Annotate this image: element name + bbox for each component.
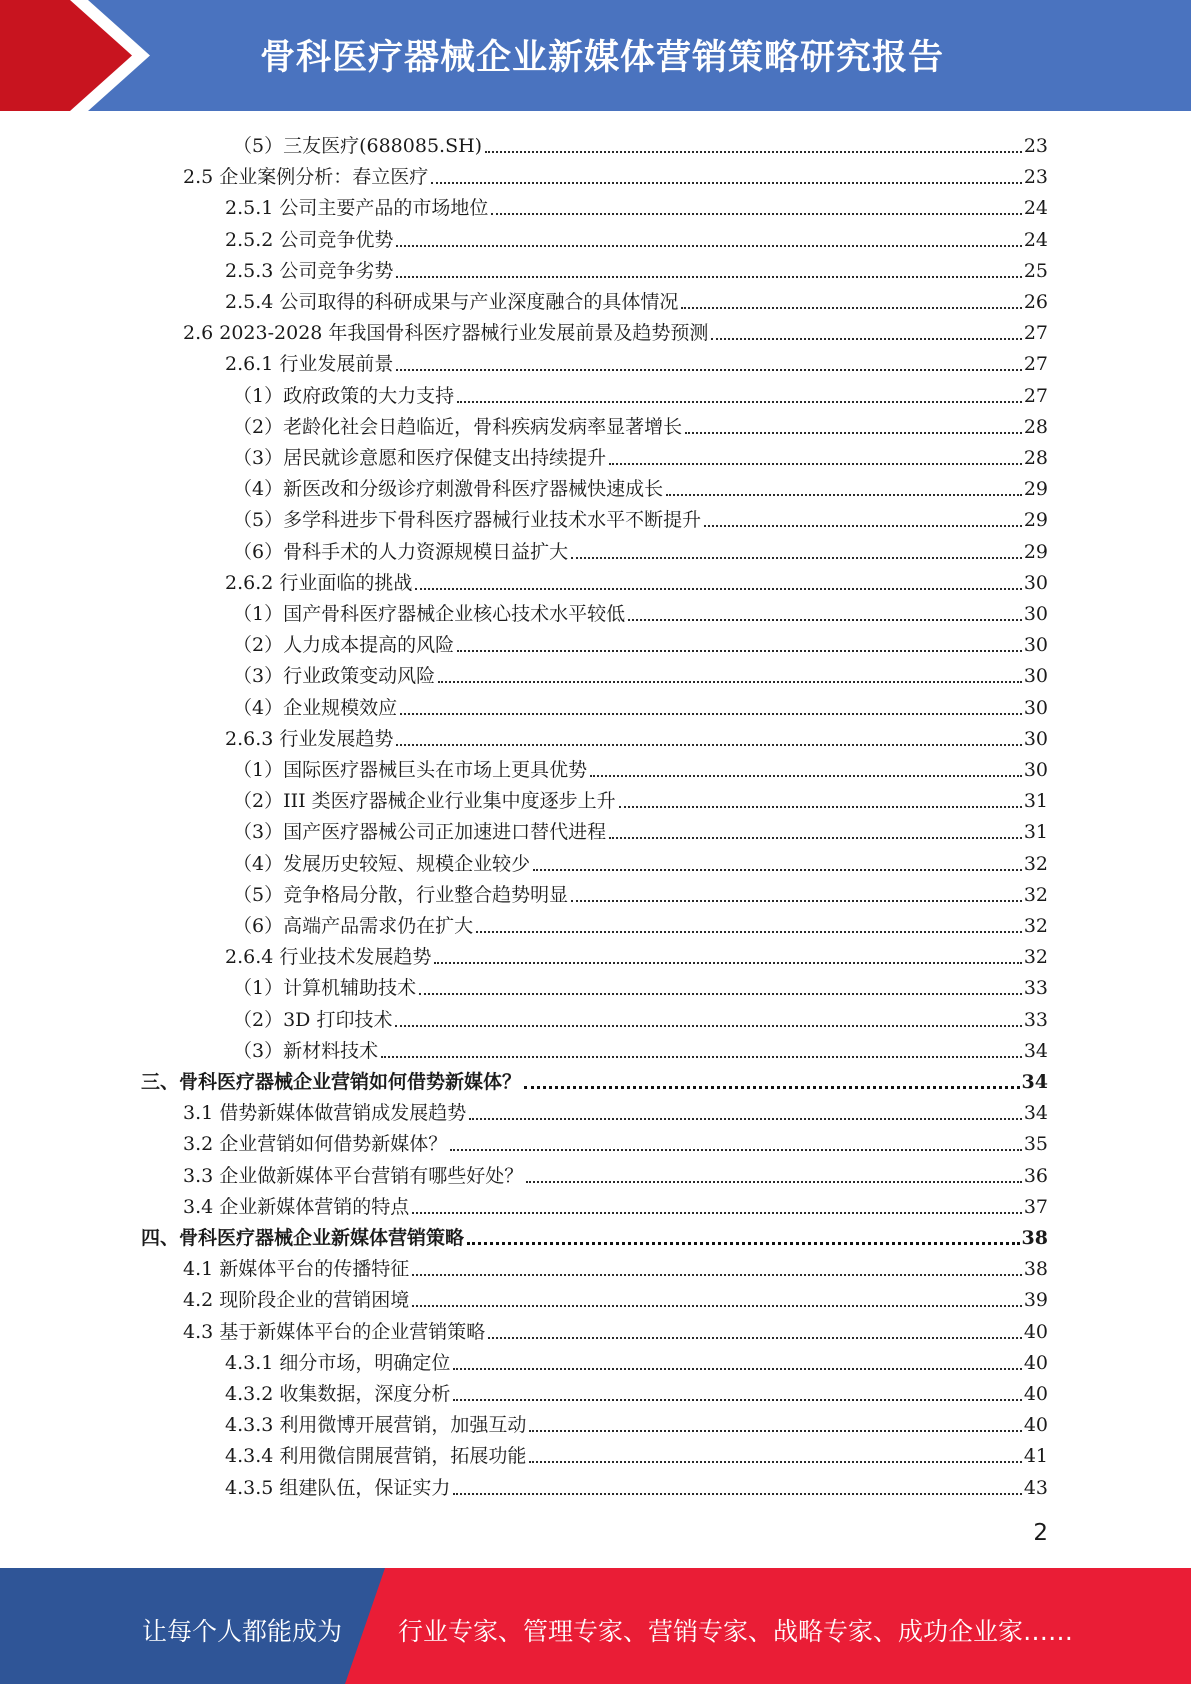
toc-entry[interactable] [225, 284, 1048, 315]
dot-leader [590, 769, 1022, 777]
toc-entry[interactable] [225, 1470, 1048, 1501]
dot-leader [438, 675, 1022, 683]
toc-entry[interactable] [233, 471, 1048, 502]
toc-entry-label: 2.5.4 公司取得的科研成果与产业深度融合的具体情况 [225, 291, 679, 313]
toc-entry[interactable] [233, 409, 1048, 440]
dot-leader [491, 207, 1021, 215]
toc-entry[interactable] [233, 128, 1048, 159]
toc-entry-page: 43 [1023, 1476, 1048, 1499]
toc-entry[interactable] [183, 1251, 1048, 1282]
dot-leader [469, 1112, 1022, 1120]
footer-slogan-right: 行业专家、管理专家、营销专家、战略专家、成功企业家…… [398, 1617, 1074, 1646]
toc-entry-label: （2）3D 打印技术 [233, 1008, 393, 1031]
dot-leader [431, 176, 1022, 184]
toc-entry[interactable] [233, 378, 1048, 409]
toc-entry[interactable] [233, 877, 1048, 908]
toc-entry[interactable] [233, 1002, 1048, 1033]
report-title: 骨科医疗器械企业新媒体营销策略研究报告 [260, 38, 945, 78]
toc-entry-page: 27 [1023, 384, 1048, 407]
toc-entry-label: （2）III 类医疗器械企业行业集中度逐步上升 [233, 790, 616, 813]
toc-entry-label: 2.5.3 公司竞争劣势 [225, 259, 394, 282]
toc-entry[interactable] [225, 346, 1048, 377]
toc-entry-page: 24 [1023, 197, 1048, 220]
toc-entry-page: 31 [1023, 790, 1048, 813]
toc-entry-label: 四、骨科医疗器械企业新媒体营销策略 [141, 1227, 465, 1249]
toc-entry-page: 32 [1023, 883, 1048, 906]
dot-leader [485, 145, 1022, 153]
toc-entry-label: （1）国际医疗器械巨头在市场上更具优势 [233, 759, 588, 781]
toc-entry-page: 33 [1023, 1008, 1048, 1031]
toc-entry[interactable] [225, 1407, 1048, 1438]
dot-leader [412, 1268, 1022, 1276]
dot-leader [457, 395, 1022, 403]
toc-entry[interactable] [233, 690, 1048, 721]
toc-entry-label: 4.3.3 利用微博开展营销，加强互动 [225, 1414, 527, 1437]
dot-leader [434, 956, 1021, 964]
footer-slogan-left: 让每个人都能成为 [142, 1617, 343, 1646]
toc-entry-label: 2.6.3 行业发展趋势 [225, 727, 394, 750]
toc-entry[interactable] [233, 970, 1048, 1001]
toc-entry-page: 30 [1023, 571, 1048, 594]
toc-entry[interactable] [233, 627, 1048, 658]
dot-leader [685, 426, 1022, 434]
toc-entry[interactable] [225, 721, 1048, 752]
toc-entry-page: 32 [1023, 852, 1048, 875]
toc-entry-page: 33 [1023, 977, 1048, 1000]
toc-entry-label: （3）居民就诊意愿和医疗保健支出持续提升 [233, 447, 607, 469]
dot-leader [526, 1175, 1022, 1183]
dot-leader [609, 831, 1022, 839]
toc-entry[interactable] [225, 253, 1048, 284]
dot-leader [419, 987, 1022, 995]
toc-entry-label: 4.1 新媒体平台的传播特征 [183, 1258, 410, 1281]
toc-entry[interactable] [225, 1345, 1048, 1376]
toc-entry-page: 32 [1023, 915, 1048, 937]
toc-entry-page: 41 [1023, 1445, 1048, 1468]
page-header [0, 0, 1191, 111]
toc-entry-page: 23 [1023, 166, 1048, 189]
toc-entry[interactable] [183, 1282, 1048, 1313]
toc-entry[interactable] [225, 190, 1048, 221]
toc-entry-label: 2.5 企业案例分析：春立医疗 [183, 166, 429, 189]
toc-entry[interactable] [233, 814, 1048, 845]
toc-entry[interactable] [183, 1126, 1048, 1157]
toc-entry[interactable] [183, 1189, 1048, 1220]
toc-entry-page: 30 [1023, 727, 1048, 750]
dot-leader [400, 707, 1022, 715]
toc-entry[interactable] [233, 783, 1048, 814]
toc-entry-label: （2）人力成本提高的风险 [233, 634, 455, 657]
dot-leader [704, 519, 1022, 527]
toc-entry[interactable] [183, 1314, 1048, 1345]
toc-entry-page: 40 [1023, 1320, 1048, 1343]
toc-entry-label: （5）三友医疗(688085.SH) [233, 135, 483, 157]
toc-entry-page: 40 [1023, 1351, 1048, 1374]
toc-entry-label: （3）行业政策变动风险 [233, 665, 436, 688]
toc-entry-label: （4）发展历史较短、规模企业较少 [233, 852, 531, 875]
toc-entry-page: 30 [1023, 634, 1048, 657]
toc-entry-page: 24 [1023, 228, 1048, 251]
toc-entry-page: 34 [1023, 1102, 1048, 1125]
toc-entry-page: 38 [1023, 1258, 1048, 1281]
toc-entry[interactable] [183, 159, 1048, 190]
dot-leader [529, 1455, 1021, 1463]
toc-entry-label: 3.4 企业新媒体营销的特点 [183, 1195, 410, 1218]
toc-entry-label: 2.6.4 行业技术发展趋势 [225, 946, 432, 969]
toc-entry-label: 4.3.1 细分市场，明确定位 [225, 1351, 451, 1374]
toc-entry-label: （1）政府政策的大力支持 [233, 384, 455, 407]
toc-entry[interactable] [233, 596, 1048, 627]
dot-leader [412, 1299, 1022, 1307]
dot-leader [571, 894, 1022, 902]
toc-entry-page: 30 [1023, 603, 1048, 625]
dot-leader [415, 582, 1021, 590]
toc-entry-label: 4.3.4 利用微信開展营销，拓展功能 [225, 1445, 527, 1468]
toc-entry-label: （1）计算机辅助技术 [233, 977, 417, 1000]
dot-leader [453, 1362, 1021, 1370]
dot-leader [488, 1331, 1022, 1339]
dot-leader [524, 1080, 1020, 1089]
toc-entry-label: 4.3.5 组建队伍，保证实力 [225, 1476, 451, 1499]
toc-entry[interactable] [141, 1220, 1048, 1251]
toc-entry[interactable] [233, 752, 1048, 783]
dot-leader [453, 1393, 1021, 1401]
toc-entry[interactable] [225, 1438, 1048, 1469]
page-number: 2 [1033, 1520, 1048, 1546]
toc-entry-label: （5）多学科进步下骨科医疗器械行业技术水平不断提升 [233, 509, 702, 532]
toc-entry[interactable] [183, 1095, 1048, 1126]
toc-entry-label: （1）国产骨科医疗器械企业核心技术水平较低 [233, 603, 626, 625]
toc-entry-page: 38 [1021, 1227, 1048, 1249]
toc-entry-page: 37 [1023, 1195, 1048, 1218]
toc-entry-label: （2）老龄化社会日趋临近，骨科疾病发病率显著增长 [233, 415, 683, 438]
toc-entry-label: 3.3 企业做新媒体平台营销有哪些好处？ [183, 1164, 524, 1187]
toc-entry-label: 4.3.2 收集数据，深度分析 [225, 1383, 451, 1405]
toc-entry-label: 3.2 企业营销如何借势新媒体？ [183, 1133, 448, 1156]
toc-entry-page: 30 [1023, 665, 1048, 688]
toc-entry[interactable] [225, 1376, 1048, 1407]
dot-leader [395, 1019, 1021, 1027]
toc-entry-page: 27 [1023, 353, 1048, 376]
toc-entry-label: （4）企业规模效应 [233, 696, 398, 719]
dot-leader [467, 1236, 1020, 1245]
toc-entry-page: 27 [1023, 322, 1048, 345]
dot-leader [529, 1424, 1021, 1432]
dot-leader [412, 1206, 1022, 1214]
toc-entry[interactable] [141, 1064, 1048, 1095]
dot-leader [396, 270, 1021, 278]
toc-entry[interactable] [183, 315, 1048, 346]
toc-entry-page: 40 [1023, 1414, 1048, 1437]
toc-entry-label: 三、骨科医疗器械企业营销如何借势新媒体？ [141, 1071, 522, 1093]
toc-entry-page: 34 [1023, 1039, 1048, 1062]
toc-entry-label: 3.1 借势新媒体做营销成发展趋势 [183, 1102, 467, 1125]
dot-leader [681, 301, 1021, 309]
toc-entry-page: 36 [1023, 1164, 1048, 1187]
toc-entry-page: 32 [1023, 946, 1048, 969]
toc-entry-page: 30 [1023, 759, 1048, 781]
toc-entry[interactable] [233, 658, 1048, 689]
toc-entry-label: 2.6.1 行业发展前景 [225, 353, 394, 376]
toc-entry-page: 28 [1023, 447, 1048, 469]
toc-entry[interactable] [233, 846, 1048, 877]
toc-entry[interactable] [225, 222, 1048, 253]
dot-leader [666, 488, 1022, 496]
toc-entry-page: 35 [1023, 1133, 1048, 1156]
toc-entry-label: （3）新材料技术 [233, 1039, 379, 1062]
toc-entry-label: （4）新医改和分级诊疗刺激骨科医疗器械快速成长 [233, 478, 664, 501]
dot-leader [453, 1487, 1021, 1495]
toc-entry-page: 29 [1023, 540, 1048, 563]
toc-entry-page: 29 [1023, 509, 1048, 532]
toc-entry-label: （3）国产医疗器械公司正加速进口替代进程 [233, 821, 607, 844]
dot-leader [711, 332, 1021, 340]
toc-entry-label: （5）竞争格局分散，行业整合趋势明显 [233, 883, 569, 906]
toc-entry-page: 39 [1023, 1289, 1048, 1312]
toc-entry-label: 2.6 2023-2028 年我国骨科医疗器械行业发展前景及趋势预测 [183, 322, 709, 345]
toc-entry-page: 30 [1023, 696, 1048, 719]
page-footer [0, 1568, 1191, 1684]
toc-entry-label: 2.5.2 公司竞争优势 [225, 228, 394, 251]
toc-entry[interactable] [225, 565, 1048, 596]
dot-leader [457, 644, 1022, 652]
toc-entry-page: 40 [1023, 1383, 1048, 1405]
toc-entry[interactable] [233, 440, 1048, 471]
red-chevron-icon [0, 0, 160, 111]
toc-entry[interactable] [233, 534, 1048, 565]
dot-leader [628, 613, 1022, 621]
toc-entry-label: （6）骨科手术的人力资源规模日益扩大 [233, 540, 569, 563]
dot-leader [381, 1050, 1022, 1058]
toc-entry-page: 29 [1023, 478, 1048, 501]
dot-leader [396, 239, 1021, 247]
dot-leader [396, 738, 1021, 746]
dot-leader [396, 363, 1021, 371]
toc-entry[interactable] [225, 939, 1048, 970]
toc-entry-page: 23 [1023, 135, 1048, 157]
dot-leader [571, 551, 1022, 559]
toc-entry-label: 4.3 基于新媒体平台的企业营销策略 [183, 1320, 486, 1343]
toc-entry-page: 34 [1021, 1071, 1048, 1093]
toc-entry[interactable] [233, 908, 1048, 939]
dot-leader [533, 863, 1022, 871]
toc-entry[interactable] [183, 1158, 1048, 1189]
dot-leader [450, 1143, 1022, 1151]
toc-entry-label: 2.5.1 公司主要产品的市场地位 [225, 197, 489, 220]
dot-leader [476, 925, 1022, 933]
dot-leader [609, 457, 1022, 465]
toc-entry-label: 2.6.2 行业面临的挑战 [225, 571, 413, 594]
toc-entry[interactable] [233, 1033, 1048, 1064]
toc-entry[interactable] [233, 502, 1048, 533]
toc-entry-page: 31 [1023, 821, 1048, 844]
dot-leader [619, 800, 1022, 808]
toc-entry-page: 28 [1023, 415, 1048, 438]
toc-entry-page: 26 [1023, 291, 1048, 313]
toc-entry-page: 25 [1023, 259, 1048, 282]
toc-entry-label: （6）高端产品需求仍在扩大 [233, 915, 474, 937]
toc-entry-label: 4.2 现阶段企业的营销困境 [183, 1289, 410, 1312]
